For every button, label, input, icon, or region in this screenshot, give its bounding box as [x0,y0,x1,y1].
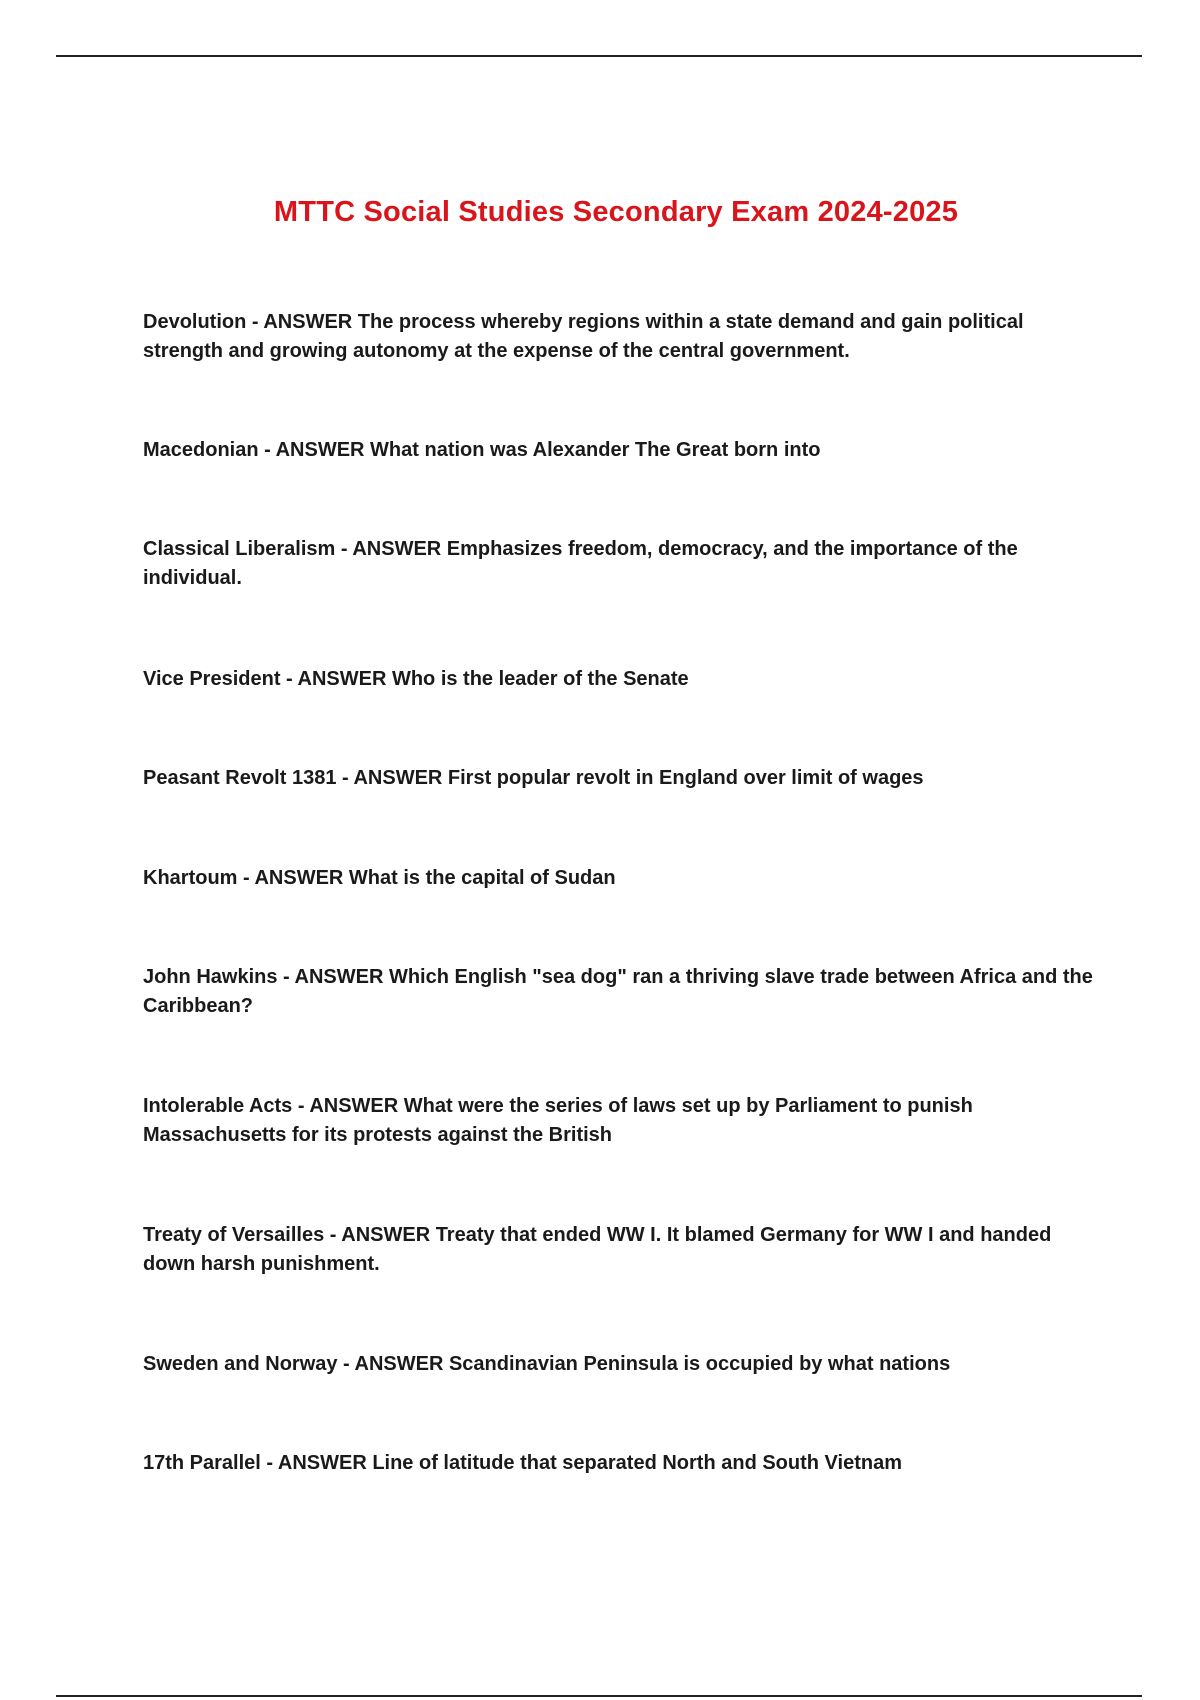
qa-entry: Macedonian - ANSWER What nation was Alexander The Great born into [143,439,821,461]
qa-entry: John Hawkins - ANSWER Which English "sea dog" ran a thriving slave trade between Africa and the Caribbean? [143,966,1093,1017]
qa-entry: Treaty of Versailles - ANSWER Treaty that ended WW I. It blamed Germany for WW I and handed down harsh punishment. [143,1224,1052,1275]
top-rule [56,55,1142,57]
page-title: MTTC Social Studies Secondary Exam 2024-2025 [273,196,959,228]
qa-entry: Classical Liberalism - ANSWER Emphasizes freedom, democracy, and the importance of the individual. [143,538,1018,589]
qa-entry: 17th Parallel - ANSWER Line of latitude that separated North and South Vietnam [143,1452,902,1474]
qa-entry: Devolution - ANSWER The process whereby regions within a state demand and gain political strength and growing autonomy at the expense of the central government. [143,311,1024,362]
bottom-rule [56,1695,1142,1697]
qa-entry: Khartoum - ANSWER What is the capital of Sudan [143,867,616,889]
qa-entry: Intolerable Acts - ANSWER What were the series of laws set up by Parliament to punish Massachusetts for its protests against the British [143,1095,973,1146]
qa-entry: Sweden and Norway - ANSWER Scandinavian Peninsula is occupied by what nations [143,1353,951,1375]
qa-entry: Vice President - ANSWER Who is the leader of the Senate [143,668,689,690]
qa-entry: Peasant Revolt 1381 - ANSWER First popular revolt in England over limit of wages [143,767,924,789]
